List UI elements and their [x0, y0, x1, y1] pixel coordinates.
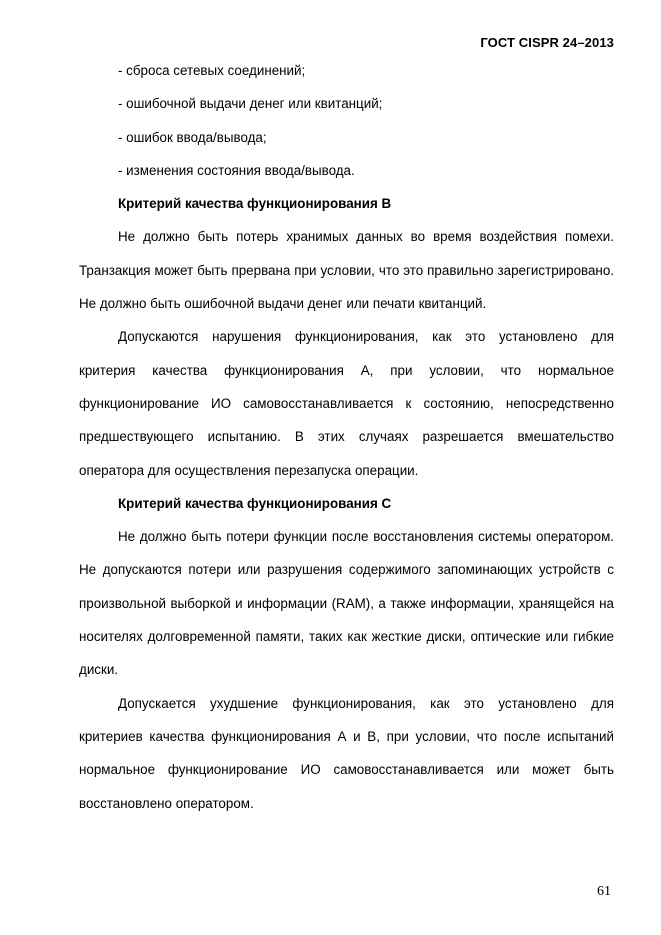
page-number: 61	[597, 884, 611, 899]
list-item: - ошибок ввода/вывода;	[118, 129, 267, 145]
paragraph: Не должно быть потери функции после восстановления системы оператором. Не допускаются потери или разрушения содержимого запоминающих устройств с произвольной выборкой и информации (RAM), а также информации, хранящейся на носителях долговременной памяти, таких как жесткие диски, оптические или гибкие диски.	[79, 529, 614, 678]
paragraph: Допускается ухудшение функционирования, как это установлено для критериев качества функционирования А и В, при условии, что после испытаний нормальное функционирование ИО самовосстанавливается или может быть восстановлено оператором.	[79, 695, 614, 811]
list-item: - изменения состояния ввода/вывода.	[118, 162, 355, 178]
section-heading-criterion-c: Критерий качества функционирования C	[118, 495, 392, 511]
section-heading-criterion-b: Критерий качества функционирования B	[118, 196, 392, 212]
paragraph: Не должно быть потерь хранимых данных во время воздействия помехи. Транзакция может быть прервана при условии, что это правильно зарегистрировано. Не должно быть ошибочной выдачи денег или печати квитанций.	[79, 229, 614, 312]
paragraph: Допускаются нарушения функционирования, как это установлено для критерия качества функционирования А, при условии, что нормальное функционирование ИО самовосстанавливается к состоянию, непосредственно предшествующего испытанию. В этих случаях разрешается вмешательство оператора для осуществления перезапуска операции.	[79, 329, 614, 478]
document-header: ГОСТ CISPR 24–2013	[480, 35, 614, 50]
list-item: - сброса сетевых соединений;	[118, 63, 306, 78]
list-item: - ошибочной выдачи денег или квитанций;	[118, 96, 383, 112]
page-content	[79, 54, 614, 820]
